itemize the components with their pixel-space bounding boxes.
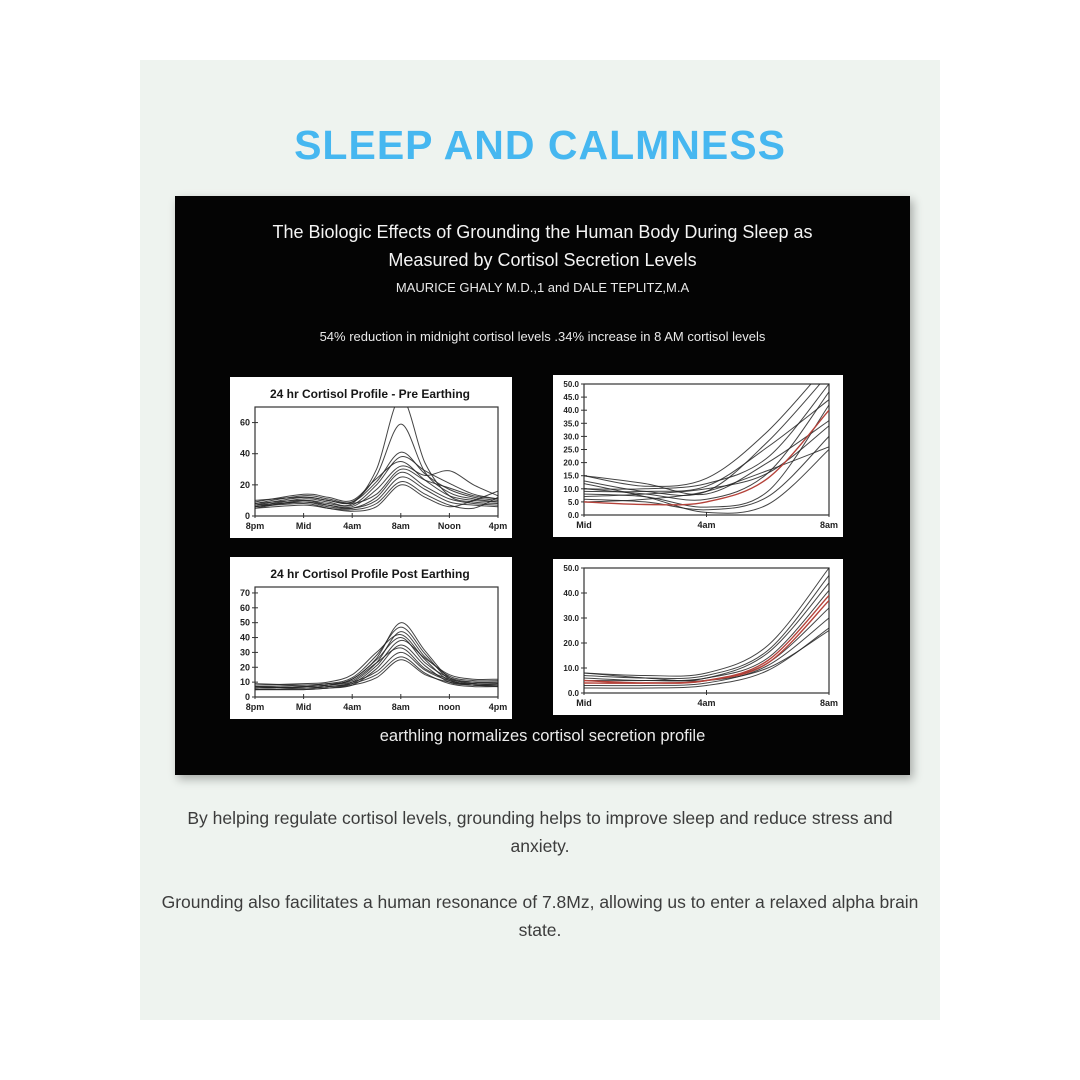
chart-canvas <box>556 378 838 535</box>
chart-canvas <box>556 562 838 713</box>
chart-canvas <box>233 583 507 717</box>
svg-text:4pm: 4pm <box>488 521 507 531</box>
svg-text:20: 20 <box>239 662 250 673</box>
content-card <box>140 60 940 1020</box>
svg-text:40: 40 <box>239 448 250 459</box>
svg-text:8pm: 8pm <box>245 521 265 531</box>
svg-text:45.0: 45.0 <box>563 393 579 403</box>
study-heading-line2: Measured by Cortisol Secretion Levels <box>388 250 697 270</box>
svg-text:0: 0 <box>244 692 250 702</box>
body-paragraph-2: Grounding also facilitates a human resonance of 7.8Mz, allowing us to enter a relaxed alpha brain state. <box>161 892 919 940</box>
svg-text:30.0: 30.0 <box>563 432 579 442</box>
svg-text:0.0: 0.0 <box>567 689 579 698</box>
svg-text:8am: 8am <box>391 521 410 531</box>
svg-text:40: 40 <box>239 632 250 643</box>
svg-text:5.0: 5.0 <box>567 497 579 507</box>
svg-text:70: 70 <box>239 587 250 598</box>
svg-text:60: 60 <box>239 417 250 428</box>
chart-title: 24 hr Cortisol Profile Post Earthing <box>270 567 470 581</box>
chart-post-earthing <box>230 557 512 719</box>
svg-text:Mid: Mid <box>295 521 312 531</box>
svg-text:10.0: 10.0 <box>563 484 579 494</box>
study-stat-line: 54% reduction in midnight cortisol levels .34% increase in 8 AM cortisol levels <box>319 329 766 344</box>
chart-post-earthing-night-detail <box>553 559 843 715</box>
svg-text:4pm: 4pm <box>488 702 507 712</box>
svg-text:4am: 4am <box>697 698 716 708</box>
svg-text:40.0: 40.0 <box>563 589 579 598</box>
svg-text:40.0: 40.0 <box>563 406 579 416</box>
svg-text:noon: noon <box>438 702 461 712</box>
svg-text:10: 10 <box>239 677 250 688</box>
svg-text:30: 30 <box>239 647 250 658</box>
svg-text:20.0: 20.0 <box>563 458 579 468</box>
body-paragraph-1: By helping regulate cortisol levels, grounding helps to improve sleep and reduce stress and anxiety. <box>187 808 893 856</box>
chart-canvas <box>233 403 507 536</box>
panel-caption: earthling normalizes cortisol secretion profile <box>379 727 706 745</box>
body-text <box>160 804 920 944</box>
svg-text:4am: 4am <box>343 521 362 531</box>
svg-text:60: 60 <box>239 602 250 613</box>
chart-pre-earthing <box>230 377 512 538</box>
svg-text:Mid: Mid <box>576 520 592 530</box>
svg-text:30.0: 30.0 <box>563 614 579 623</box>
svg-text:8am: 8am <box>391 702 410 712</box>
svg-text:50.0: 50.0 <box>563 564 579 573</box>
svg-text:50: 50 <box>239 617 250 628</box>
svg-text:Noon: Noon <box>437 521 461 531</box>
study-heading <box>175 218 910 274</box>
page-title: SLEEP AND CALMNESS <box>294 122 786 168</box>
svg-text:0: 0 <box>244 511 250 521</box>
svg-text:8am: 8am <box>819 698 838 708</box>
svg-text:4am: 4am <box>697 520 716 530</box>
svg-text:0.0: 0.0 <box>567 511 579 520</box>
svg-text:8pm: 8pm <box>245 702 265 712</box>
study-authors: MAURICE GHALY M.D.,1 and DALE TEPLITZ,M.A <box>395 280 690 295</box>
chart-pre-earthing-night-detail <box>553 375 843 537</box>
svg-text:15.0: 15.0 <box>563 471 579 481</box>
svg-text:8am: 8am <box>819 520 838 530</box>
svg-text:10.0: 10.0 <box>563 664 579 673</box>
chart-title: 24 hr Cortisol Profile - Pre Earthing <box>269 387 471 401</box>
svg-text:Mid: Mid <box>295 702 312 712</box>
svg-text:35.0: 35.0 <box>563 419 579 429</box>
study-heading-line1: The Biologic Effects of Grounding the Human Body During Sleep as <box>272 222 813 242</box>
svg-text:20: 20 <box>239 479 250 490</box>
svg-text:20.0: 20.0 <box>563 639 579 648</box>
svg-text:50.0: 50.0 <box>563 380 579 389</box>
svg-text:4am: 4am <box>343 702 362 712</box>
svg-text:Mid: Mid <box>576 698 592 708</box>
study-panel <box>175 196 910 775</box>
svg-text:25.0: 25.0 <box>563 445 579 455</box>
